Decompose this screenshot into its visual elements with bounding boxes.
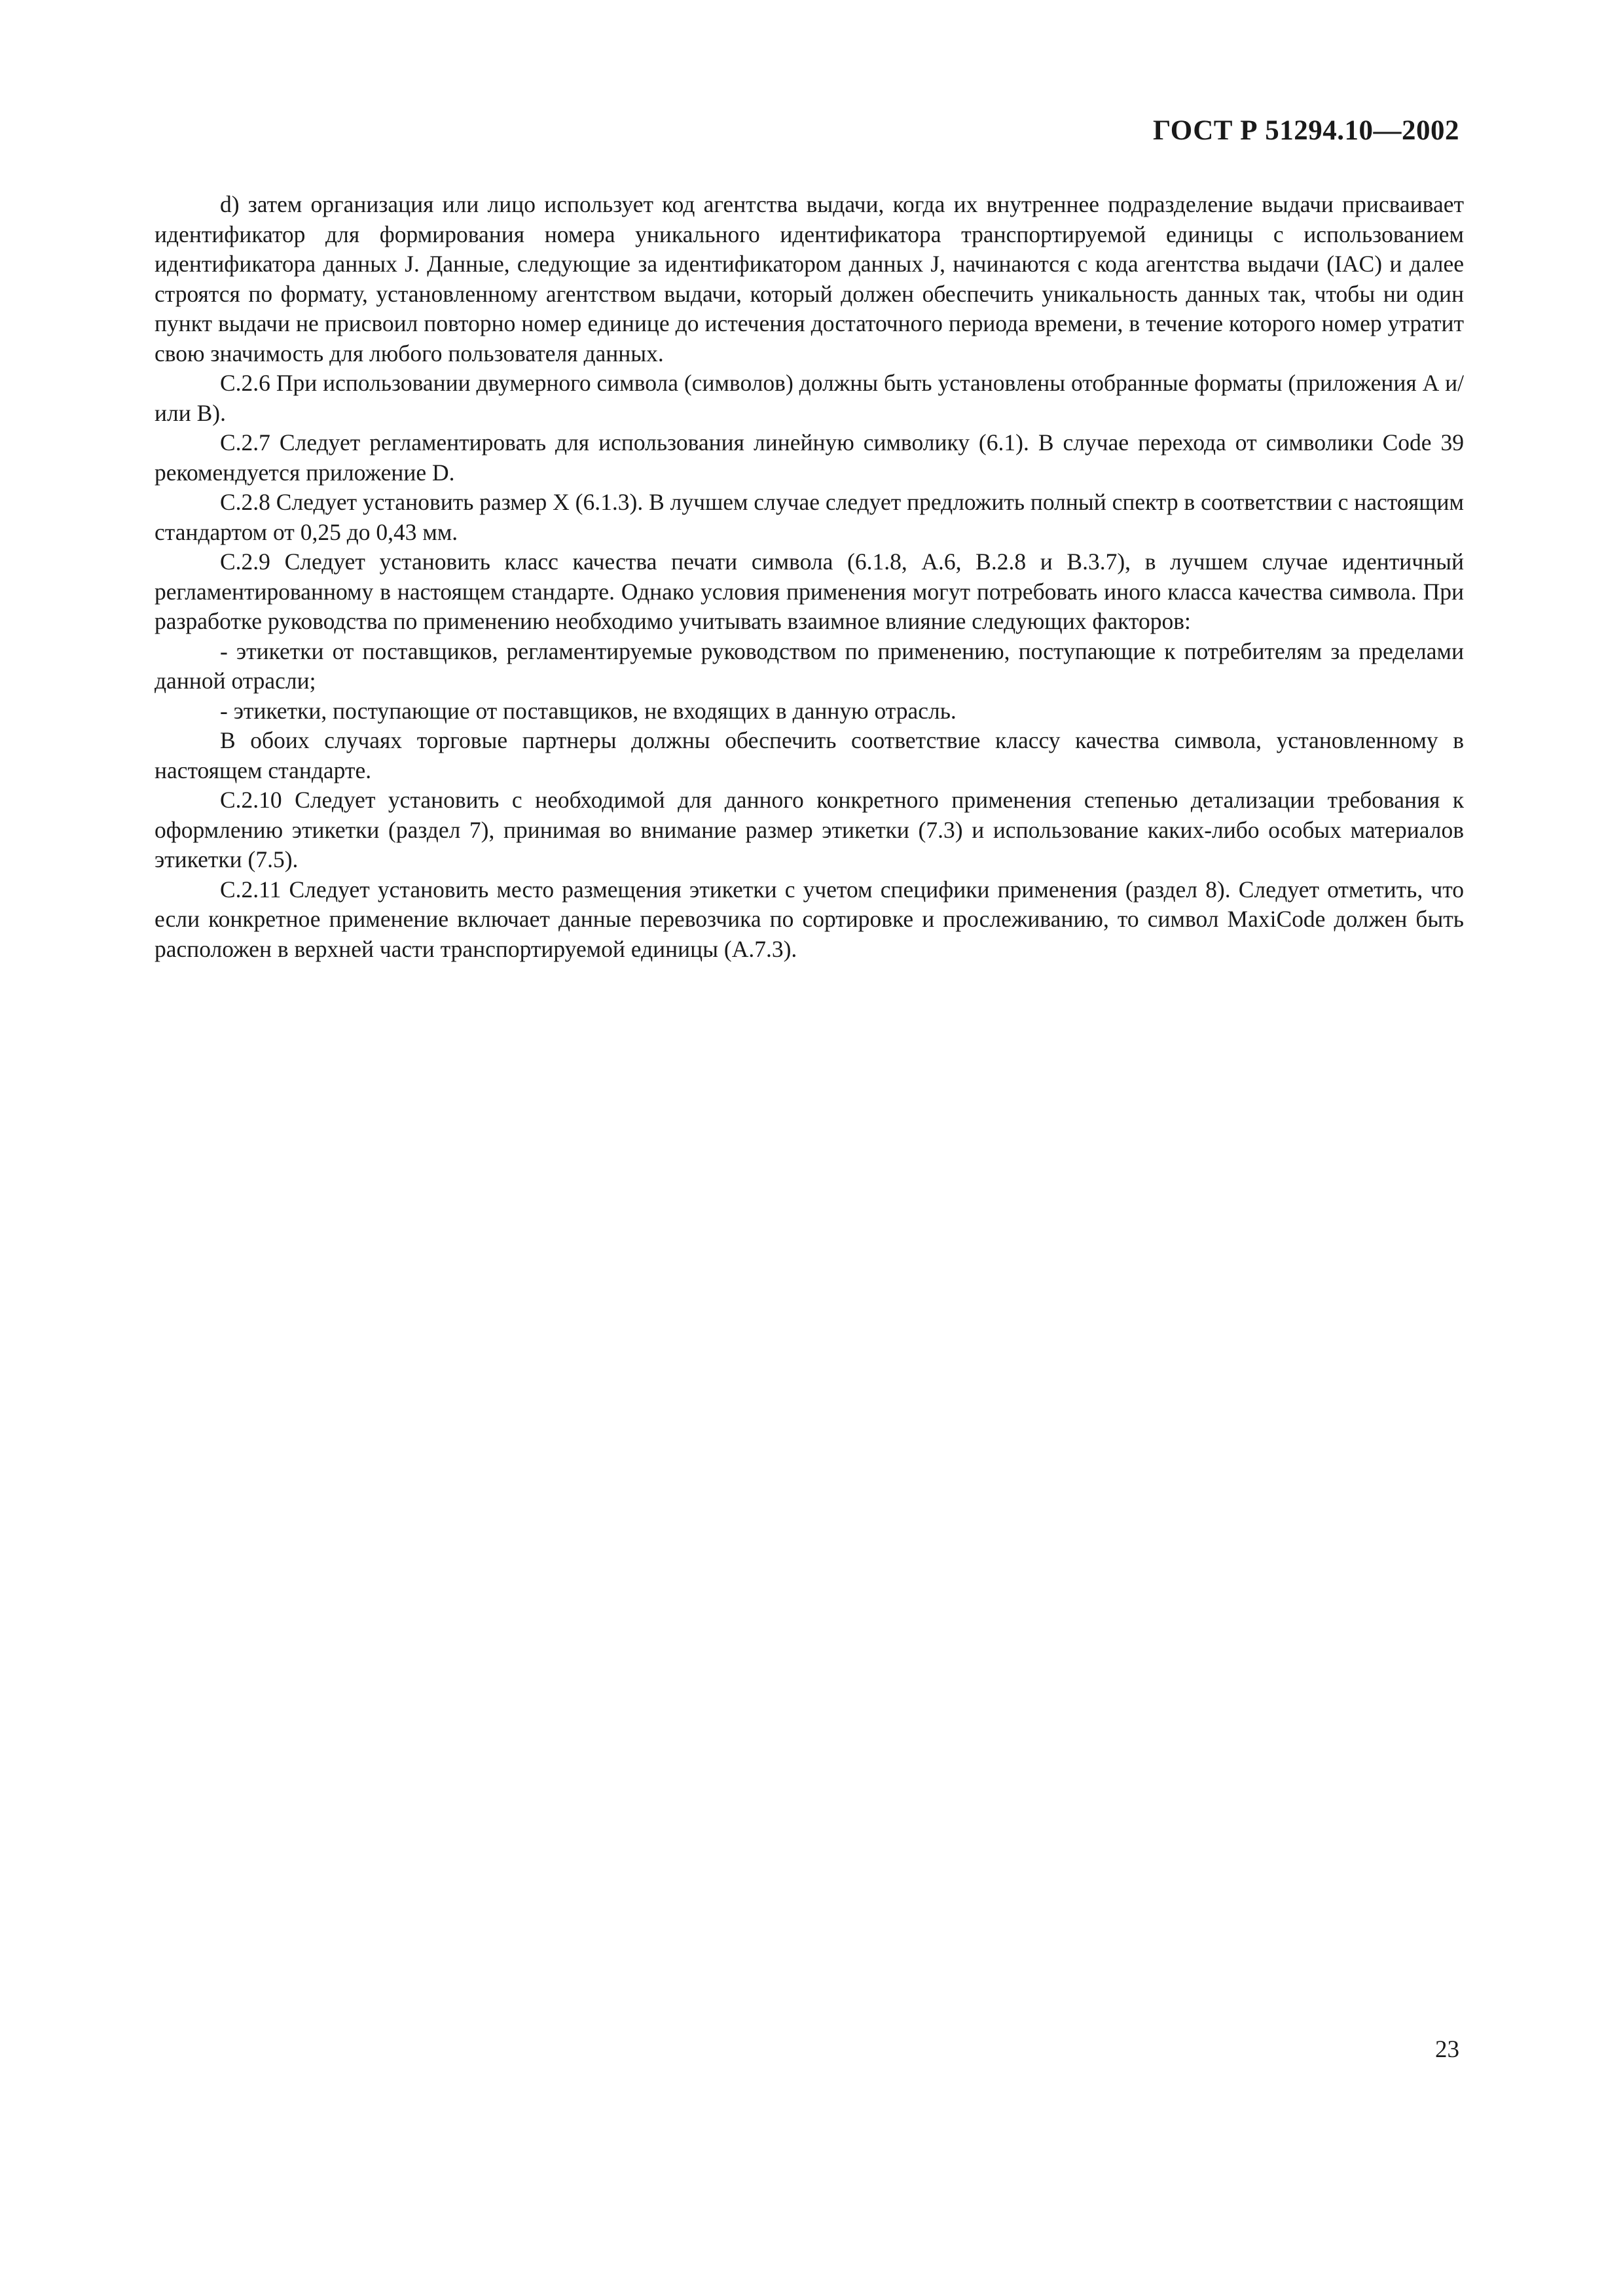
list-item-suppliers-regulated: - этикетки от поставщиков, регламентируемые руководством по применению, поступающие к потребителям за пределами данной отрасли; xyxy=(155,637,1464,694)
paragraph-c-2-11: С.2.11 Следует установить место размещения этикетки с учетом специфики применения (раздел 8). Следует отметить, что если конкретное применение включает данные перевозчика по сортировке и прослеживанию, то символ MaxiCode должен быть расположен в верхней части транспортируемой единицы (А.7.3). xyxy=(155,876,1464,962)
paragraph-c-2-8: С.2.8 Следует установить размер X (6.1.3). В лучшем случае следует предложить полный спектр в соответствии с настоящим стандартом от 0,25 до 0,43 мм. xyxy=(155,489,1464,545)
paragraph-c-2-7: С.2.7 Следует регламентировать для использования линейную символику (6.1). В случае перехода от символики Code 39 рекомендуется приложение D. xyxy=(155,429,1464,486)
document-header: ГОСТ Р 51294.10—2002 xyxy=(1152,115,1459,146)
paragraph-c-2-10: С.2.10 Следует установить с необходимой для данного конкретного применения степенью детализации требования к оформлению этикетки (раздел 7), принимая во внимание размер этикетки (7.3) и использование каких-либо особых материалов этикетки (7.5). xyxy=(155,787,1464,872)
paragraph-c-2-6: С.2.6 При использовании двумерного символа (символов) должны быть установлены отобранные форматы (приложения А и/или В). xyxy=(155,370,1464,426)
paragraph-trading-partners: В обоих случаях торговые партнеры должны обеспечить соответствие классу качества символа, установленному в настоящем стандарте. xyxy=(155,727,1464,783)
paragraph-d: d) затем организация или лицо использует код агентства выдачи, когда их внутреннее подразделение выдачи присваивает идентификатор для формирования номера уникального идентификатора транспортируемой единицы с использованием идентификатора данных J. Данные, следующие за идентификатором данных J, начинаются с кода агентства выдачи (IAC) и далее строятся по формату, установленному агентством выдачи, который должен обеспечить уникальность данных так, чтобы ни один пункт выдачи не присвоил повторно номер единице до истечения достаточного периода времени, в течение которого номер утратит свою значимость для любого пользователя данных. xyxy=(155,191,1464,367)
page-number: 23 xyxy=(1435,2036,1459,2063)
list-item-suppliers-outside: - этикетки, поступающие от поставщиков, не входящих в данную отрасль. xyxy=(220,697,957,724)
paragraph-c-2-9: С.2.9 Следует установить класс качества печати символа (6.1.8, А.6, В.2.8 и В.3.7), в лучшем случае идентичный регламентированному в настоящем стандарте. Однако условия применения могут потребовать иного класса качества символа. При разработке руководства по применению необходимо учитывать взаимное влияние следующих факторов: xyxy=(155,548,1464,634)
document-body xyxy=(155,190,1464,964)
